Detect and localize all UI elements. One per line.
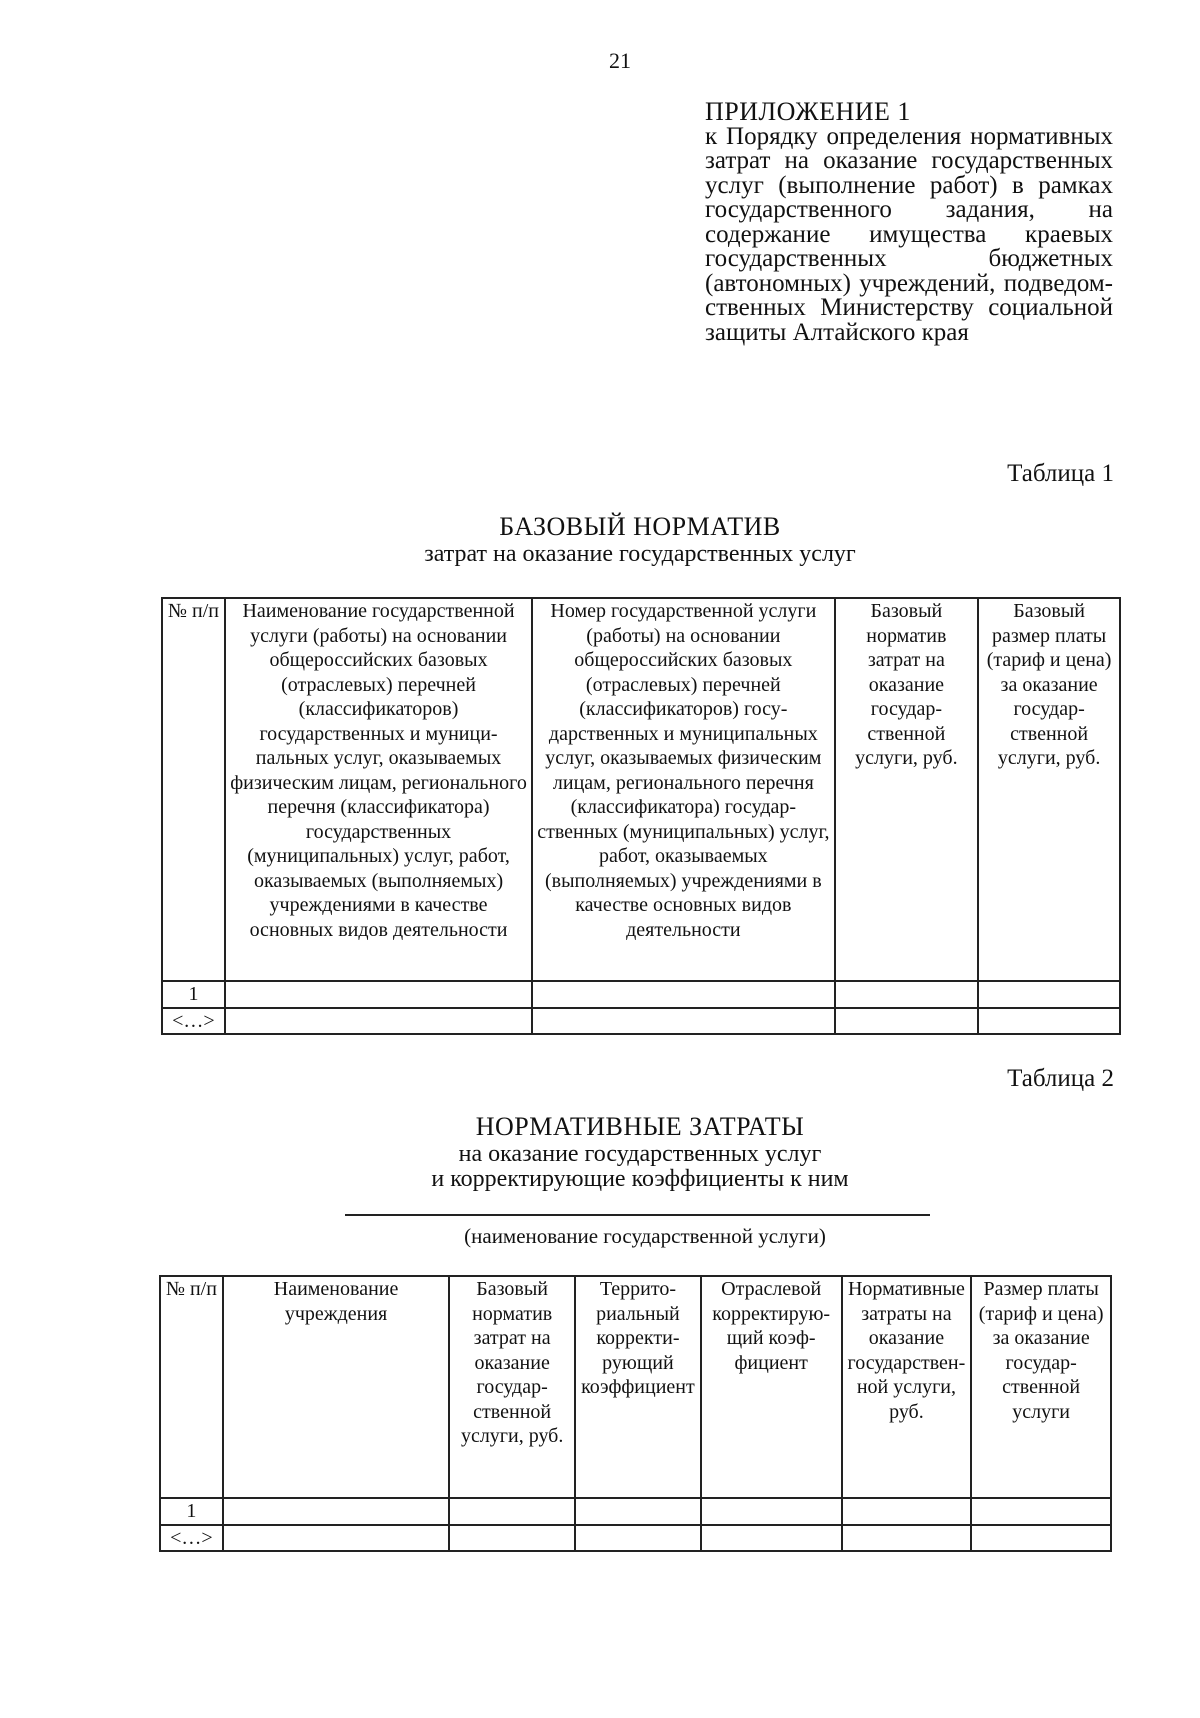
- table-cell: [223, 1525, 449, 1552]
- table-cell: [978, 1008, 1120, 1035]
- table-cell: 1: [162, 981, 225, 1008]
- table2-header-cell: Наименование учреждения: [223, 1276, 449, 1498]
- table2-header-cell: Нормативные затраты на оказание государственной услуги, руб.: [842, 1276, 972, 1498]
- table1-header-cell: Базовый норматив затрат на оказание государственной услуги, руб.: [835, 598, 979, 981]
- table-cell: [842, 1498, 972, 1525]
- table2-header-cell: Отраслевой корректирующий коэффициент: [701, 1276, 842, 1498]
- table2: [159, 1275, 1112, 1552]
- table2-header-row: [160, 1276, 1111, 1498]
- service-name-line: [345, 1214, 930, 1216]
- table2-header-cell: Территориальный корректирующий коэффициент: [575, 1276, 701, 1498]
- table-row: [162, 1008, 1120, 1035]
- table2-label: Таблица 2: [1007, 1065, 1114, 1092]
- table1-title: БАЗОВЫЙ НОРМАТИВ: [499, 512, 781, 541]
- table-cell: [842, 1525, 972, 1552]
- table-cell: <…>: [162, 1008, 225, 1035]
- table-cell: [532, 981, 834, 1008]
- table-cell: [449, 1498, 575, 1525]
- table1-header-cell: № п/п: [162, 598, 225, 981]
- table1-title-block: [0, 512, 1200, 567]
- table-cell: <…>: [160, 1525, 223, 1552]
- table2-title: НОРМАТИВНЫЕ ЗАТРАТЫ: [475, 1112, 805, 1141]
- table-cell: [971, 1498, 1111, 1525]
- appendix-heading: ПРИЛОЖЕНИЕ 1: [705, 97, 911, 126]
- table-cell: [532, 1008, 834, 1035]
- appendix-block: [705, 97, 1113, 346]
- table1-header-cell: Базовый размер платы (тариф и цена) за оказание государственной услуги, руб.: [978, 598, 1120, 981]
- table2-header-cell: Размер платы (тариф и цена) за оказание государственной услуги: [971, 1276, 1111, 1498]
- table2-subtitle-2: и корректирующие коэффициенты к ним: [431, 1166, 849, 1192]
- table-row: [162, 981, 1120, 1008]
- table-cell: [835, 981, 979, 1008]
- table1: [161, 597, 1121, 1035]
- table-row: [160, 1525, 1111, 1552]
- table2-subtitle-1: на оказание государственных услуг: [458, 1141, 822, 1167]
- table1-header-row: [162, 598, 1120, 981]
- table-cell: [223, 1498, 449, 1525]
- table-cell: 1: [160, 1498, 223, 1525]
- table-row: [160, 1498, 1111, 1525]
- table-cell: [978, 981, 1120, 1008]
- service-name-caption: (наименование государственной услуги): [464, 1224, 826, 1248]
- table-cell: [575, 1525, 701, 1552]
- table1-header-cell: Наименование государственной услуги (работы) на основании общероссийских базовых (отраслевых) перечней (классификаторов) государственных и муниципальных услуг, оказываемых физическим лицам, регионального перечня (классификатора) государственных (муниципальных) услуг, работ, оказываемых (выполняемых) учреждениями в качестве основных видов деятельности: [225, 598, 532, 981]
- table2-header-cell: № п/п: [160, 1276, 223, 1498]
- table-cell: [449, 1525, 575, 1552]
- table1-label: Таблица 1: [1007, 460, 1114, 487]
- table-cell: [575, 1498, 701, 1525]
- table-cell: [971, 1525, 1111, 1552]
- appendix-text: к Порядку определения нормативных затрат на оказание государственных услуг (выполнение работ) в рамках государственного задания, на содержание имущества краевых государственных бюджетных (автономных) учреждений, подведомственных Министерству социальной защиты Алтайского края: [705, 122, 1113, 346]
- table-cell: [225, 1008, 532, 1035]
- table-cell: [701, 1498, 842, 1525]
- table2-header-cell: Базовый норматив затрат на оказание государственной услуги, руб.: [449, 1276, 575, 1498]
- table2-title-block: [0, 1112, 1200, 1192]
- page-number: 21: [609, 48, 631, 73]
- table1-header-cell: Номер государственной услуги (работы) на основании общероссийских базовых (отраслевых) перечней (классификаторов) государственных и муниципальных услуг, оказываемых физическим лицам, регионального перечня (классификатора) государственных (муниципальных) услуг, работ, оказываемых (выполняемых) учреждениями в качестве основных видов деятельности: [532, 598, 834, 981]
- table1-subtitle: затрат на оказание государственных услуг: [424, 541, 856, 567]
- table-cell: [835, 1008, 979, 1035]
- table-cell: [701, 1525, 842, 1552]
- table-cell: [225, 981, 532, 1008]
